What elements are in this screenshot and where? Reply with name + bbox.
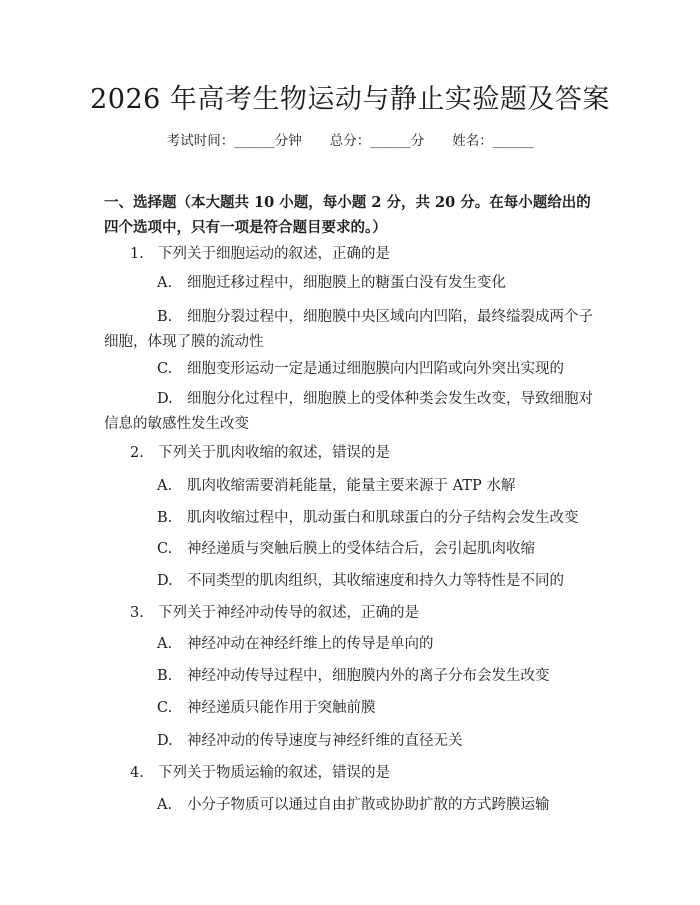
option-item <box>104 664 604 689</box>
page-title: 2026 年高考生物运动与静止实验题及答案 <box>90 84 610 115</box>
option-letter: B. <box>157 309 173 325</box>
option-text: 细胞迁移过程中，细胞膜上的糖蛋白没有发生变化 <box>187 275 506 291</box>
option-item <box>104 729 604 754</box>
question-number: 1. <box>130 246 144 262</box>
student-name-field: 姓名：______ <box>452 133 534 149</box>
option-item <box>104 632 604 657</box>
option-text: 不同类型的肌肉组织，其收缩速度和持久力等特性是不同的 <box>187 573 564 589</box>
option-letter: C. <box>157 700 173 716</box>
option-text: 神经递质与突触后膜上的受体结合后，会引起肌肉收缩 <box>187 541 535 557</box>
option-letter: A. <box>157 275 173 291</box>
section-heading: 一、选择题（本大题共 10 小题，每小题 2 分，共 20 分。在每小题给出的四个选项中，只有一项是符合题目要求的。） <box>104 194 591 236</box>
option-text: 细胞变形运动一定是通过细胞膜向内凹陷或向外突出实现的 <box>187 361 564 377</box>
option-letter: D. <box>157 391 173 407</box>
option-item <box>104 271 604 296</box>
option-letter: C. <box>157 541 173 557</box>
option-letter: B. <box>157 510 173 526</box>
option-letter: A. <box>157 636 173 652</box>
option-text: 神经递质只能作用于突触前膜 <box>187 700 376 716</box>
option-item <box>104 696 604 721</box>
option-text: 小分子物质可以通过自由扩散或协助扩散的方式跨膜运输 <box>187 797 550 813</box>
option-letter: D. <box>157 733 173 749</box>
option-letter: D. <box>157 573 173 589</box>
question-stem <box>130 603 419 623</box>
option-text: 肌肉收缩需要消耗能量，能量主要来源于 ATP 水解 <box>187 478 516 494</box>
question-stem <box>130 443 390 463</box>
option-letter: A. <box>157 797 173 813</box>
question-number: 3. <box>130 605 144 621</box>
option-item <box>104 537 604 562</box>
option-item <box>104 506 604 531</box>
question-stem <box>130 763 390 783</box>
question-stem <box>130 244 390 264</box>
question-text: 下列关于细胞运动的叙述，正确的是 <box>158 246 390 262</box>
option-text: 细胞分化过程中，细胞膜上的受体种类会发生改变，导致细胞对信息的敏感性发生改变 <box>104 391 593 432</box>
option-text: 神经冲动传导过程中，细胞膜内外的离子分布会发生改变 <box>187 668 550 684</box>
option-item <box>104 305 604 355</box>
exam-time-field: 考试时间：______分钟 <box>166 133 302 149</box>
total-score-field: 总分：______分 <box>329 133 425 149</box>
option-letter: A. <box>157 478 173 494</box>
question-number: 4. <box>130 765 144 781</box>
question-text: 下列关于物质运输的叙述，错误的是 <box>158 765 390 781</box>
option-text: 神经冲动的传导速度与神经纤维的直径无关 <box>187 733 463 749</box>
exam-info-line <box>0 131 700 151</box>
option-item <box>104 569 604 594</box>
option-text: 神经冲动在神经纤维上的传导是单向的 <box>187 636 434 652</box>
option-item <box>104 474 604 499</box>
question-text: 下列关于肌肉收缩的叙述，错误的是 <box>158 445 390 461</box>
option-item <box>104 357 604 382</box>
option-item <box>104 387 604 437</box>
option-item <box>104 793 604 818</box>
option-letter: C. <box>157 361 173 377</box>
option-letter: B. <box>157 668 173 684</box>
option-text: 肌肉收缩过程中，肌动蛋白和肌球蛋白的分子结构会发生改变 <box>187 510 579 526</box>
option-text: 细胞分裂过程中，细胞膜中央区域向内凹陷，最终缢裂成两个子细胞，体现了膜的流动性 <box>104 309 593 350</box>
question-text: 下列关于神经冲动传导的叙述，正确的是 <box>158 605 419 621</box>
question-number: 2. <box>130 445 144 461</box>
